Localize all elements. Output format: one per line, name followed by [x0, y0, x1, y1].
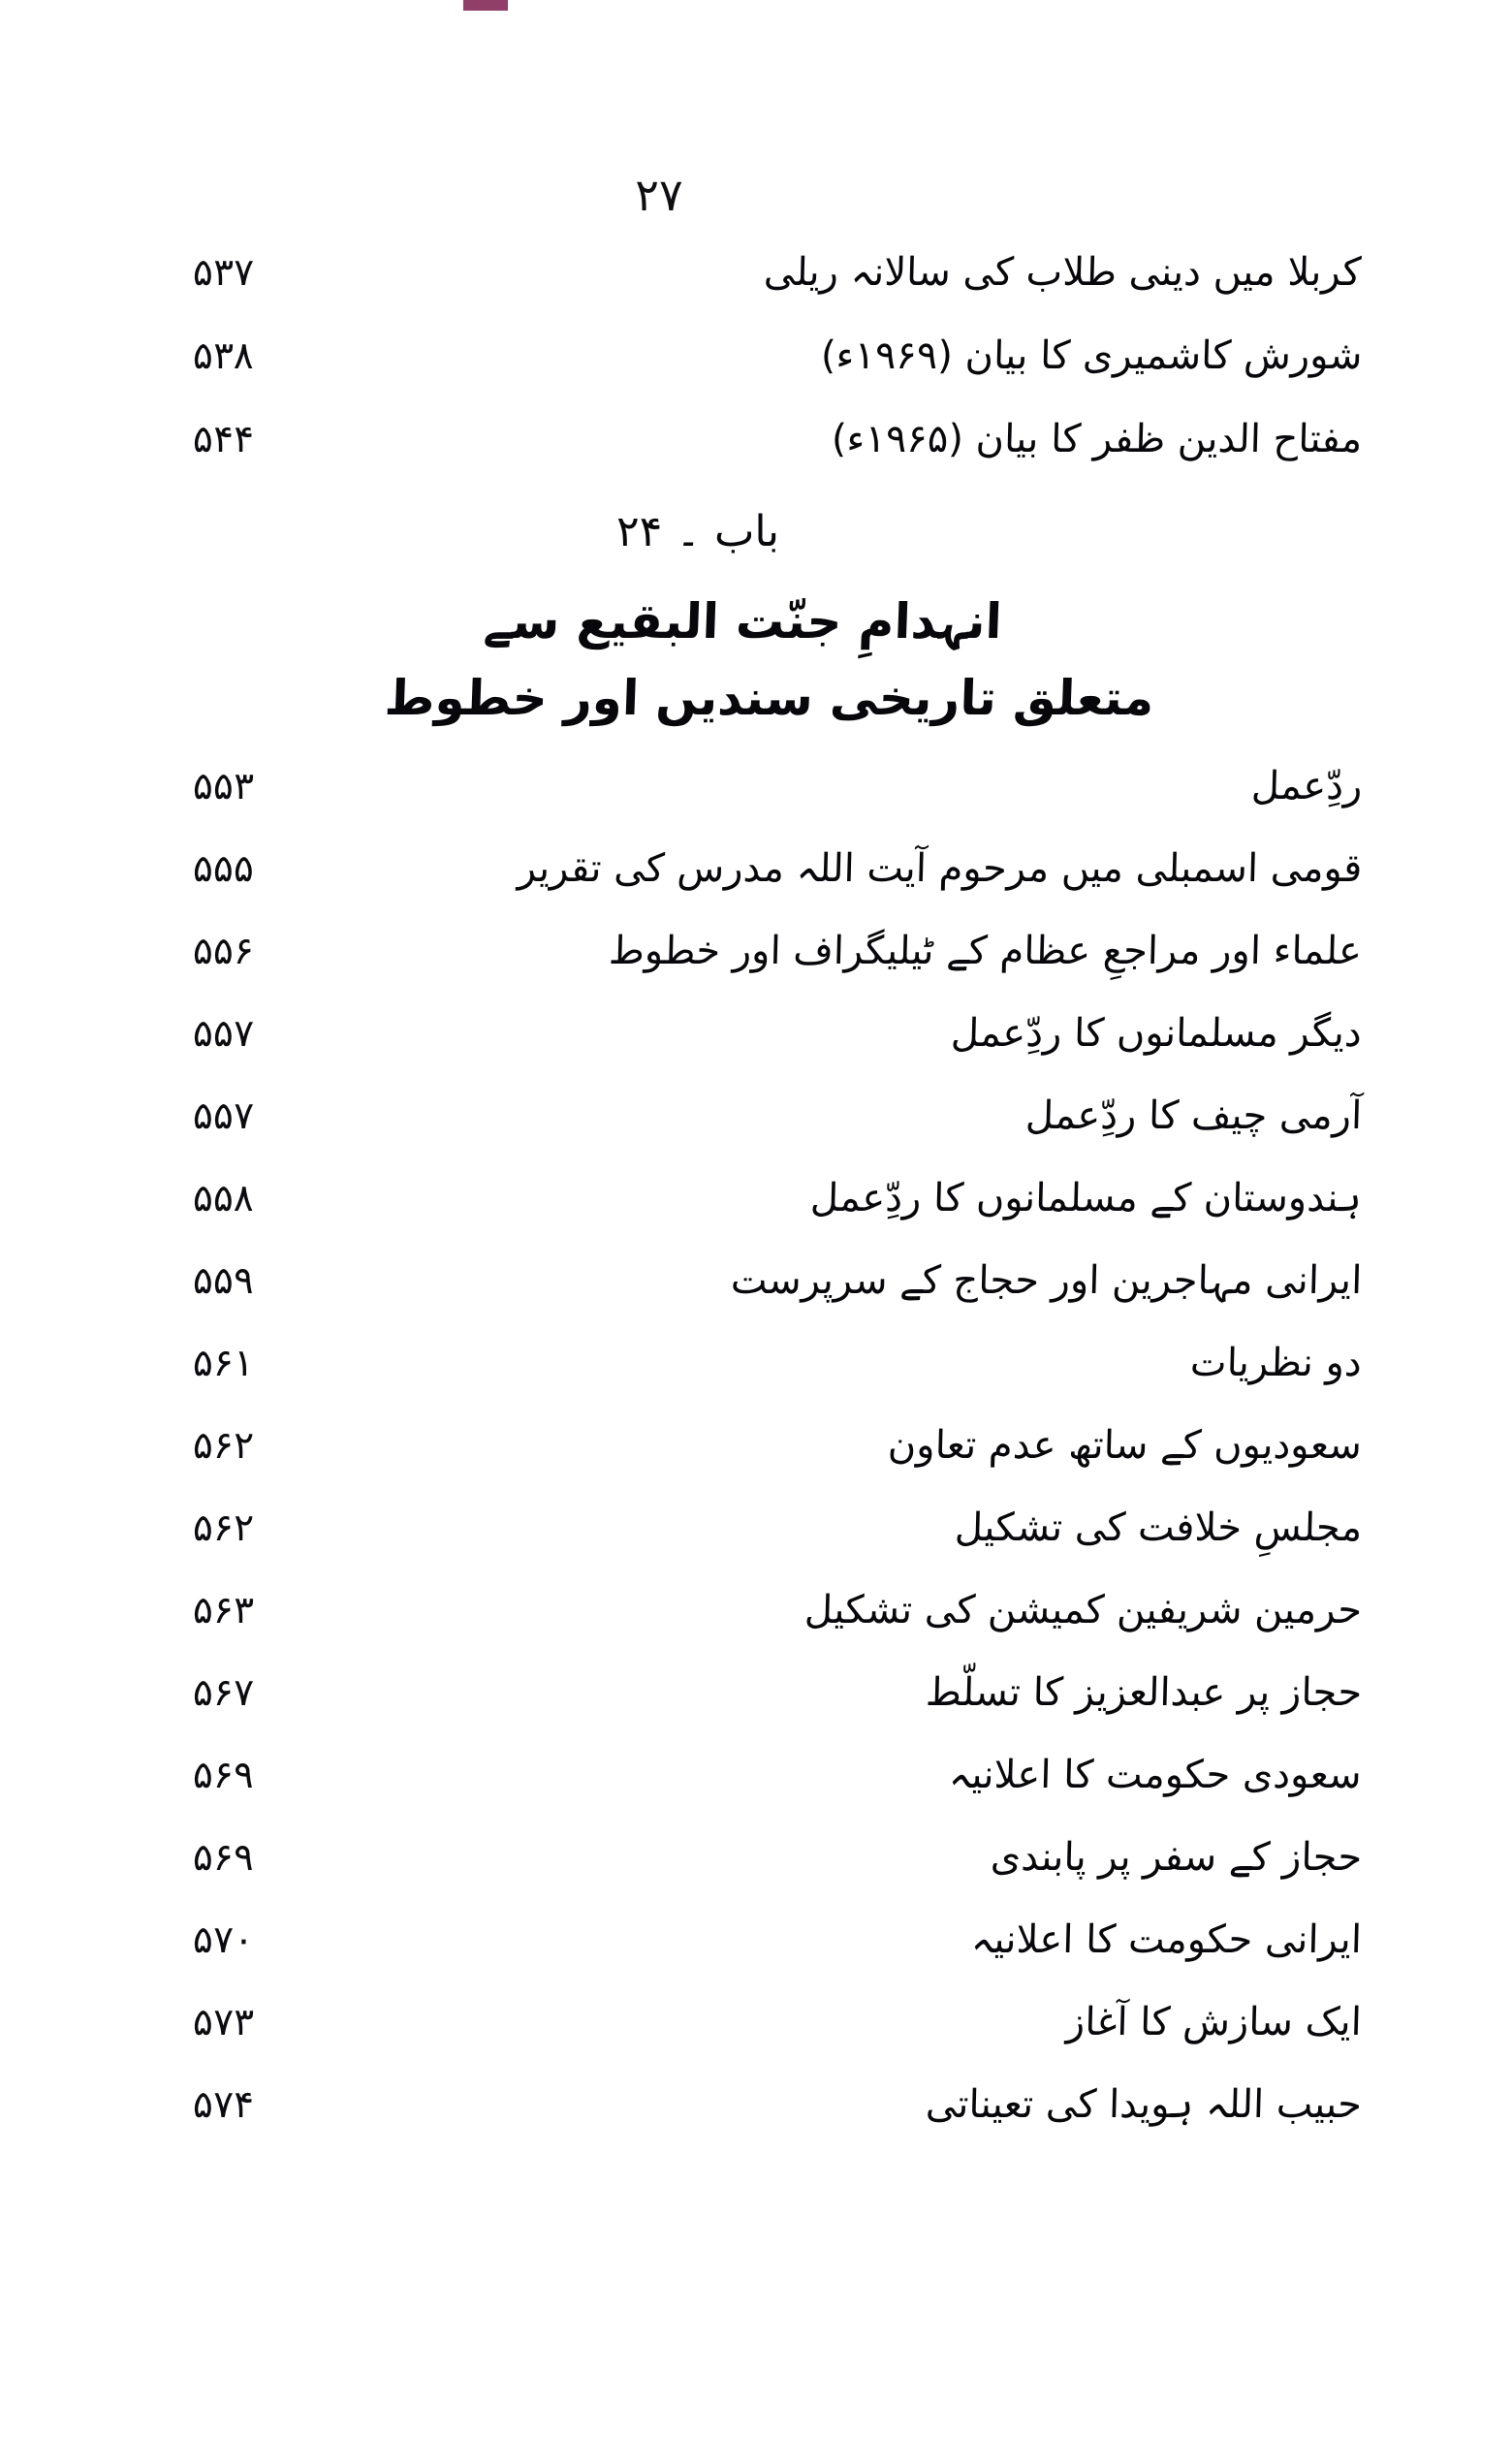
toc-entry-page: ۵۶۷	[192, 1670, 255, 1715]
toc-entry-title: ردِّعمل	[1249, 763, 1363, 808]
toc-entry-page: ۵۶۹	[192, 1835, 255, 1880]
toc-row[interactable]	[179, 1916, 1363, 2002]
toc-entry-title: قومی اسمبلی میں مرحوم آیت اللہ مدرس کی تقریر	[517, 845, 1363, 891]
toc-row[interactable]	[179, 1095, 1362, 1178]
chapter-title-line-2: متعلق تاریخی سندیں اور خطوط	[383, 669, 1155, 726]
toc-row[interactable]	[179, 1175, 1363, 1260]
chapter-heading-block	[179, 508, 1362, 733]
toc-entry-title: حجاز کے سفر پر پابندی	[990, 1834, 1363, 1880]
toc-entry-title: علماء اور مراجعِ عظام کے ٹیلیگراف اور خطوط	[608, 928, 1363, 973]
toc-entry-page: ۵۶۲	[192, 1423, 255, 1468]
toc-entry-title: آرمی چیف کا ردِّعمل	[1024, 1093, 1363, 1138]
toc-list-top	[179, 252, 1362, 502]
toc-entry-page: ۵۶۱	[192, 1341, 255, 1385]
toc-entry-page: ۵۴۴	[192, 418, 255, 461]
toc-entry-page: ۵۵۵	[192, 846, 255, 891]
chapter-title-line-1: انہدامِ جنّت البقیع سے	[482, 592, 1003, 649]
toc-row[interactable]	[179, 252, 1362, 335]
toc-entry-page: ۵۶۳	[192, 1588, 255, 1632]
toc-entry-title: مفتاح الدین ظفر کا بیان (۱۹۶۵ء)	[831, 417, 1363, 461]
toc-row[interactable]	[179, 1422, 1363, 1507]
page-number: ۲۷	[635, 169, 683, 221]
toc-entry-title: کربلا میں دینی طلاب کی سالانہ ریلی	[763, 250, 1363, 295]
chapter-title	[176, 586, 1364, 733]
toc-row[interactable]	[179, 2081, 1363, 2167]
toc-entry-page: ۵۳۷	[192, 251, 255, 295]
toc-row[interactable]	[179, 419, 1362, 502]
toc-entry-page: ۵۷۰	[192, 1917, 255, 1962]
toc-entry-title: ایرانی حکومت کا اعلانیہ	[970, 1916, 1363, 1962]
toc-entry-title: حرمین شریفین کمیشن کی تشکیل	[803, 1587, 1363, 1632]
toc-entry-title: مجلسِ خلافت کی تشکیل	[954, 1505, 1363, 1550]
toc-entry-page: ۵۵۷	[192, 1011, 255, 1056]
toc-list-main	[179, 763, 1363, 2167]
toc-entry-page: ۵۷۳	[192, 2000, 255, 2044]
toc-entry-page: ۵۶۲	[192, 1505, 255, 1550]
toc-entry-title: ہندوستان کے مسلمانوں کا ردِّعمل	[809, 1175, 1363, 1220]
toc-row[interactable]	[179, 1752, 1363, 1837]
toc-row[interactable]	[179, 1507, 1362, 1590]
toc-entry-page: ۵۵۷	[192, 1093, 255, 1138]
toc-row[interactable]	[179, 1010, 1363, 1095]
toc-row[interactable]	[179, 1257, 1363, 1343]
toc-row[interactable]	[179, 1587, 1363, 1672]
toc-entry-page: ۵۵۳	[192, 764, 255, 808]
toc-entry-title: حبیب اللہ ہویدا کی تعیناتی	[925, 2081, 1363, 2127]
chapter-number: باب ۔ ۲۴	[615, 507, 780, 556]
toc-row[interactable]	[179, 1669, 1363, 1755]
toc-row[interactable]	[179, 763, 1363, 848]
toc-entry-title: دو نظریات	[1189, 1340, 1363, 1385]
toc-entry-title: ایرانی مہاجرین اور حجاج کے سرپرست	[730, 1257, 1363, 1303]
toc-entry-title: شورش کاشمیری کا بیان (۱۹۶۹ء)	[819, 333, 1363, 378]
toc-entry-title: حجاز پر عبدالعزیز کا تسلّط	[925, 1669, 1363, 1715]
toc-entry-page: ۵۷۴	[192, 2082, 255, 2127]
toc-entry-page: ۵۵۶	[192, 929, 255, 973]
toc-row[interactable]	[179, 845, 1363, 931]
toc-row[interactable]	[179, 335, 1362, 419]
toc-entry-title: ایک سازش کا آغاز	[1065, 1999, 1363, 2044]
toc-entry-title: سعودی حکومت کا اعلانیہ	[948, 1752, 1363, 1797]
toc-row[interactable]	[179, 1834, 1363, 1919]
toc-entry-page: ۵۵۹	[192, 1258, 255, 1303]
toc-row[interactable]	[179, 1340, 1363, 1425]
toc-entry-title: دیگر مسلمانوں کا ردِّعمل	[950, 1010, 1363, 1056]
toc-row[interactable]	[179, 1999, 1363, 2084]
toc-entry-title: سعودیوں کے ساتھ عدم تعاون	[887, 1422, 1363, 1468]
toc-row[interactable]	[179, 928, 1363, 1013]
toc-entry-page: ۵۳۸	[192, 334, 255, 378]
toc-entry-page: ۵۵۸	[192, 1176, 255, 1220]
toc-entry-page: ۵۶۹	[192, 1753, 255, 1797]
